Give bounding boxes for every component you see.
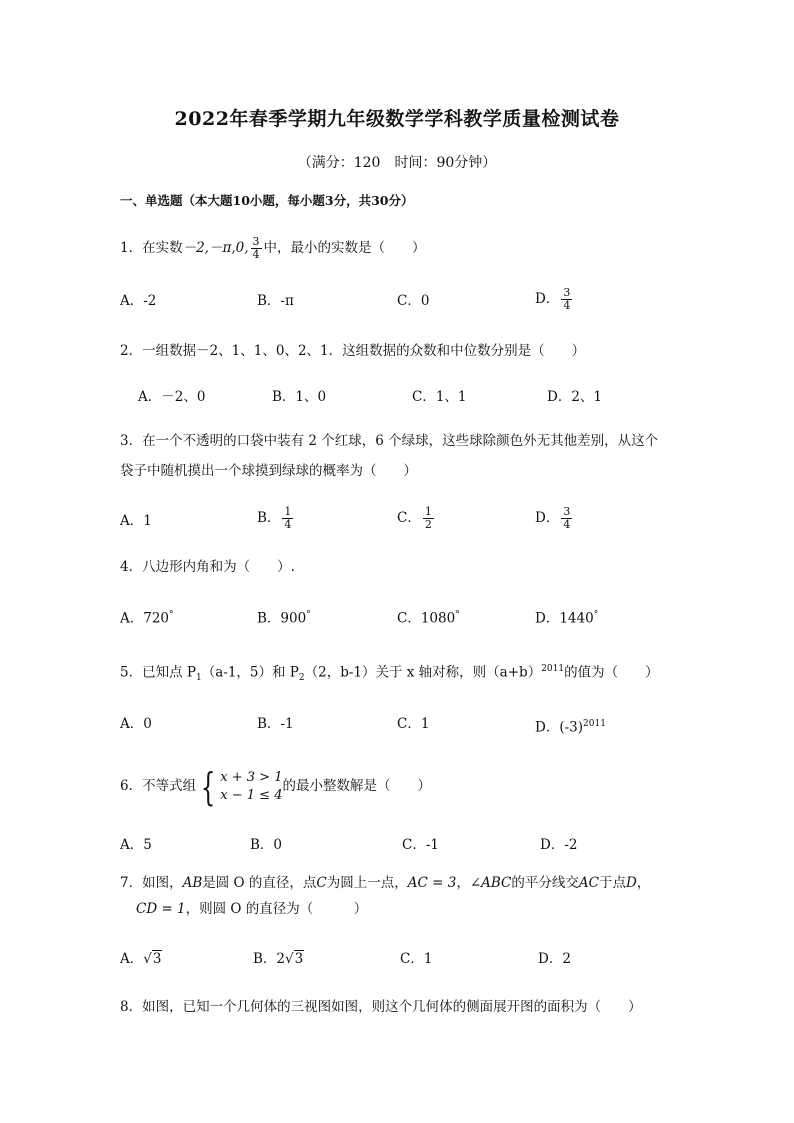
question-8-stem: 8．如图，已知一个几何体的三视图如图，则这个几何体的侧面展开图的面积为（ ） (120, 999, 642, 1015)
q5-option-d: D．$(-3)^{2011}$ (535, 719, 606, 736)
q1-math: －2,－π,0, (182, 240, 249, 256)
q3-option-d: D． $\frac{3}{4}$ (535, 505, 571, 531)
question-7-stem-line1: 7．如图，AB是圆 O 的直径，点C为圆上一点，AC = 3，∠ABC的平分线交AC于点D， (120, 875, 651, 891)
q2-option-c: C．1、1 (412, 389, 467, 405)
q7-option-b: B．2√3 (253, 951, 304, 967)
brace-icon: { (200, 764, 216, 809)
q7-option-d: D．2 (538, 951, 571, 967)
q1-option-d: D． $\frac{3}{4}$ (535, 286, 571, 312)
q6-option-a: A．5 (120, 837, 152, 853)
degree-symbol: ° (169, 610, 174, 620)
question-6-stem: 6．不等式组 { x + 3 > 1 x − 1 ≤ 4 的最小整数解是（ ） (120, 764, 431, 809)
section-heading: 一、单选题（本大题10小题，每小题3分，共30分） (120, 193, 414, 208)
q3-option-a: A．1 (120, 513, 152, 529)
q6-option-b: B．0 (250, 837, 283, 853)
q6-option-c: C．-1 (402, 837, 439, 853)
inequality-row-1: x + 3 > 1 (220, 769, 283, 785)
sqrt-icon: √3 (285, 951, 304, 967)
q3-option-b-fraction: $\frac{1}{4}$ (284, 505, 292, 531)
q2-option-b: B．1、0 (272, 389, 327, 405)
q1-option-a: A．-2 (120, 293, 157, 309)
q4-option-b: B．900° (257, 610, 311, 627)
q3-option-b: B． $\frac{1}{4}$ (257, 505, 292, 531)
q1-option-d-fraction: $\frac{3}{4}$ (563, 286, 571, 312)
q4-option-d: D．1440° (535, 610, 599, 627)
question-7-stem-line2: CD = 1，则圆 O 的直径为（ ） (136, 901, 368, 917)
question-1-stem: 1．在实数－2,－π,0, $\frac{3}{4}$ 中，最小的实数是（ ） (120, 235, 426, 261)
q7-option-c: C．1 (400, 951, 433, 967)
sqrt-icon: √3 (143, 951, 162, 967)
q7-option-a: A．√3 (120, 951, 162, 967)
question-3-stem-line2: 袋子中随机摸出一个球摸到绿球的概率为（ ） (120, 463, 417, 479)
q1-option-b: B．-π (257, 293, 294, 309)
inequality-system (196, 764, 283, 809)
q1-option-c: C．0 (397, 293, 430, 309)
q5-option-a: A．0 (120, 716, 152, 732)
question-4-stem: 4．八边形内角和为（ ）. (120, 559, 295, 575)
q2-option-a: A．－2、0 (138, 389, 206, 405)
degree-symbol: ° (455, 610, 460, 620)
page-subtitle: （满分：120 时间：90分钟） (297, 155, 497, 171)
question-2-stem: 2．一组数据－2、1、1、0、2、1．这组数据的众数和中位数分别是（ ） (120, 343, 586, 359)
q3-option-c-fraction: $\frac{1}{2}$ (424, 505, 432, 531)
q3-option-d-fraction: $\frac{3}{4}$ (563, 505, 571, 531)
q1-fraction: $\frac{3}{4}$ (252, 235, 260, 261)
q4-option-a: A．720° (120, 610, 174, 627)
q5-option-c: C．1 (397, 716, 430, 732)
page-title: 2022年春季学期九年级数学学科教学质量检测试卷 (174, 108, 620, 130)
degree-symbol: ° (593, 610, 599, 620)
question-3-stem-line1: 3．在一个不透明的口袋中装有 2 个红球，6 个绿球，这些球除颜色外无其他差别，从这个 (120, 433, 659, 449)
q4-option-c: C．1080° (397, 610, 460, 627)
q5-option-b: B．-1 (257, 716, 294, 732)
question-5-stem: 5．已知点 $P_1(a-1$，5）和 $P_2(2$，b-1）关于 x 轴对称，则$(a+b)^{2011}$的值为（ ） (120, 664, 659, 684)
q6-option-d: D．-2 (540, 837, 578, 853)
inequality-row-2: x − 1 ≤ 4 (220, 787, 283, 803)
q2-option-d: D．2、1 (547, 389, 603, 405)
degree-symbol: ° (306, 610, 311, 620)
q3-option-c: C． $\frac{1}{2}$ (397, 505, 432, 531)
